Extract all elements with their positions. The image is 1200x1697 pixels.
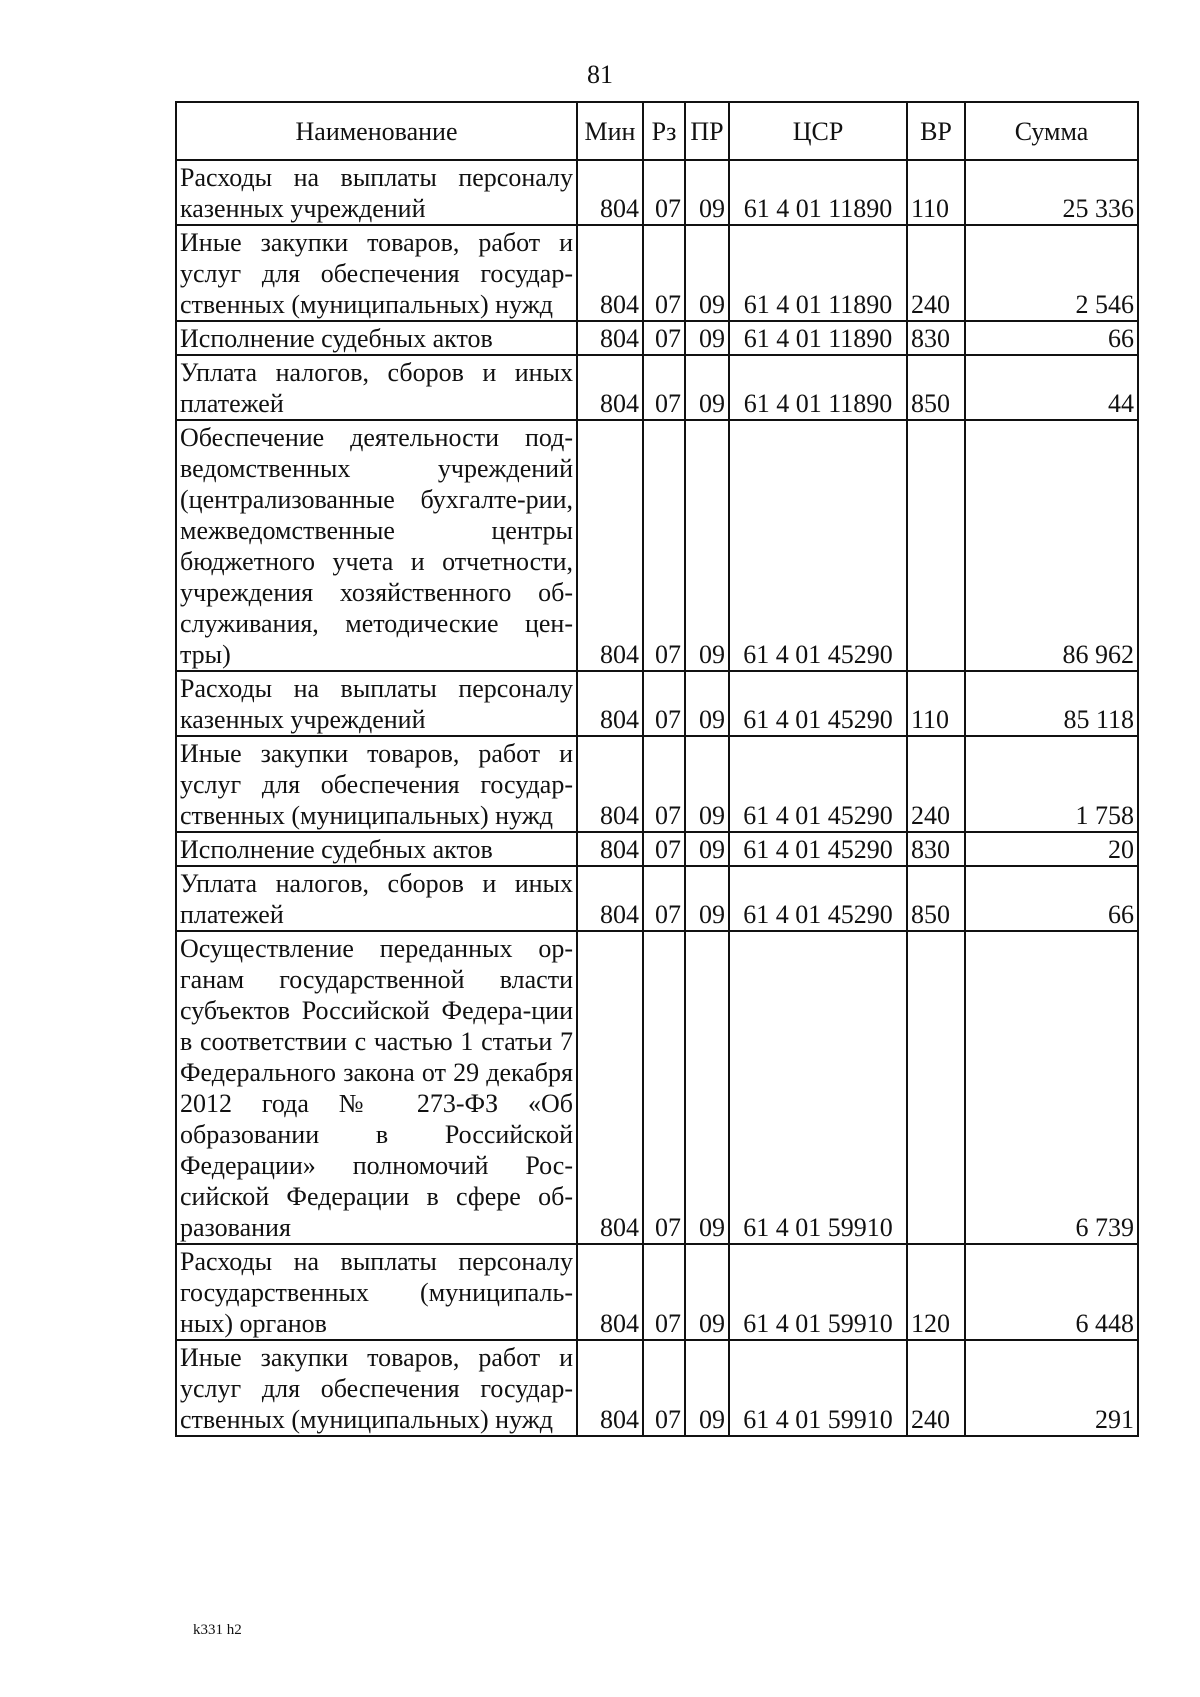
row-vr: 850 [907,355,965,420]
row-pr: 09 [685,225,729,321]
table-row [176,321,1138,355]
row-rz: 07 [643,671,685,736]
row-name: Осуществление переданных ор-ганам государственной власти субъектов Российской Федера-ции в соответствии с частью 1 статьи 7 Федерального закона от 29 декабря 2012 года № 273-ФЗ «Об образовании в Российской Федерации» полномочий Рос-сийской Федерации в сфере об-разования [176,931,577,1244]
row-sum: 66 [965,321,1138,355]
row-rz: 07 [643,420,685,671]
row-pr: 09 [685,321,729,355]
table-row [176,832,1138,866]
budget-table [175,101,1139,1437]
row-vr: 110 [907,160,965,225]
row-min: 804 [577,355,643,420]
row-rz: 07 [643,160,685,225]
row-vr [907,420,965,671]
row-min: 804 [577,225,643,321]
row-rz: 07 [643,355,685,420]
header-sum: Сумма [965,102,1138,160]
table-row [176,931,1138,1244]
row-csr: 61 4 01 45290 [729,866,907,931]
row-name: Иные закупки товаров, работ и услуг для обеспечения государ-ственных (муниципальных) нужд [176,1340,577,1436]
row-vr: 110 [907,671,965,736]
row-rz: 07 [643,931,685,1244]
row-name: Обеспечение деятельности под-ведомственных учреждений (централизованные бухгалте-рии, межведомственные центры бюджетного учета и отчетности, учреждения хозяйственного об-служивания, методические цен-тры) [176,420,577,671]
row-csr: 61 4 01 45290 [729,832,907,866]
row-min: 804 [577,1244,643,1340]
row-csr: 61 4 01 11890 [729,225,907,321]
row-sum: 86 962 [965,420,1138,671]
row-name: Расходы на выплаты персоналу казенных учреждений [176,671,577,736]
row-name: Иные закупки товаров, работ и услуг для обеспечения государ-ственных (муниципальных) нужд [176,736,577,832]
row-vr: 850 [907,866,965,931]
header-rz: Рз [643,102,685,160]
page-number: 81 [587,60,613,89]
row-sum: 6 739 [965,931,1138,1244]
table-header-row [176,102,1138,160]
row-min: 804 [577,736,643,832]
row-sum: 1 758 [965,736,1138,832]
row-vr: 830 [907,321,965,355]
row-name: Расходы на выплаты персоналу государственных (муниципаль-ных) органов [176,1244,577,1340]
row-sum: 6 448 [965,1244,1138,1340]
table-row [176,225,1138,321]
row-name: Уплата налогов, сборов и иных платежей [176,866,577,931]
table-row [176,1244,1138,1340]
row-rz: 07 [643,225,685,321]
row-min: 804 [577,832,643,866]
row-csr: 61 4 01 59910 [729,1244,907,1340]
row-vr [907,931,965,1244]
table-row [176,736,1138,832]
table-row [176,420,1138,671]
row-pr: 09 [685,832,729,866]
header-csr: ЦСР [729,102,907,160]
row-pr: 09 [685,866,729,931]
row-sum: 20 [965,832,1138,866]
row-name: Уплата налогов, сборов и иных платежей [176,355,577,420]
row-name: Расходы на выплаты персоналу казенных учреждений [176,160,577,225]
row-pr: 09 [685,1340,729,1436]
row-min: 804 [577,1340,643,1436]
row-min: 804 [577,420,643,671]
row-min: 804 [577,321,643,355]
row-pr: 09 [685,736,729,832]
row-name: Исполнение судебных актов [176,832,577,866]
table-row [176,866,1138,931]
row-pr: 09 [685,160,729,225]
header-vr: ВР [907,102,965,160]
row-csr: 61 4 01 11890 [729,355,907,420]
row-csr: 61 4 01 11890 [729,160,907,225]
header-name: Наименование [176,102,577,160]
header-pr: ПР [685,102,729,160]
row-csr: 61 4 01 59910 [729,1340,907,1436]
row-sum: 66 [965,866,1138,931]
table-row [176,671,1138,736]
footer-code: k331 h2 [193,1622,242,1638]
row-sum: 291 [965,1340,1138,1436]
row-rz: 07 [643,1340,685,1436]
row-csr: 61 4 01 45290 [729,671,907,736]
row-csr: 61 4 01 11890 [729,321,907,355]
row-sum: 2 546 [965,225,1138,321]
row-pr: 09 [685,671,729,736]
row-csr: 61 4 01 45290 [729,420,907,671]
row-pr: 09 [685,420,729,671]
row-min: 804 [577,866,643,931]
row-csr: 61 4 01 59910 [729,931,907,1244]
row-sum: 44 [965,355,1138,420]
row-rz: 07 [643,321,685,355]
table-row [176,160,1138,225]
row-vr: 240 [907,736,965,832]
row-name: Исполнение судебных актов [176,321,577,355]
row-min: 804 [577,160,643,225]
row-pr: 09 [685,1244,729,1340]
row-vr: 240 [907,1340,965,1436]
row-rz: 07 [643,866,685,931]
row-pr: 09 [685,931,729,1244]
table-row [176,355,1138,420]
row-csr: 61 4 01 45290 [729,736,907,832]
row-sum: 85 118 [965,671,1138,736]
row-vr: 120 [907,1244,965,1340]
row-vr: 830 [907,832,965,866]
row-rz: 07 [643,1244,685,1340]
row-rz: 07 [643,832,685,866]
header-min: Мин [577,102,643,160]
row-rz: 07 [643,736,685,832]
row-sum: 25 336 [965,160,1138,225]
row-pr: 09 [685,355,729,420]
table-row [176,1340,1138,1436]
row-vr: 240 [907,225,965,321]
row-min: 804 [577,671,643,736]
row-min: 804 [577,931,643,1244]
row-name: Иные закупки товаров, работ и услуг для обеспечения государ-ственных (муниципальных) нужд [176,225,577,321]
